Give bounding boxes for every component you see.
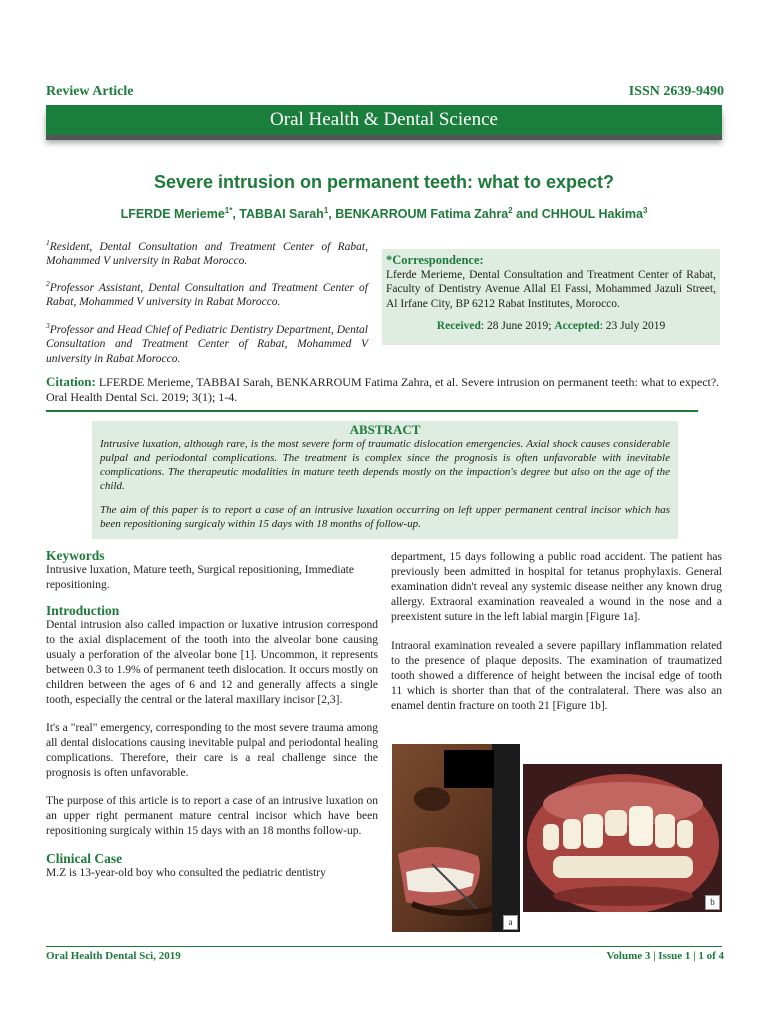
intro-paragraph: The purpose of this article is to report a case of an intrusive luxation on an upper right permanent mature central incisor which have been repositioning surgicaly within 15 days with an 18 months follow-up. bbox=[46, 795, 378, 837]
correspondence-heading: *Correspondence: bbox=[386, 253, 484, 267]
right-column bbox=[391, 550, 722, 714]
citation bbox=[46, 374, 722, 405]
abstract-heading: ABSTRACT bbox=[349, 422, 421, 437]
abstract-box bbox=[92, 421, 678, 539]
figure-label-a: a bbox=[503, 915, 518, 930]
author-sup: 2 bbox=[508, 206, 513, 215]
author-list bbox=[46, 206, 722, 221]
issn-label: ISSN 2639-9490 bbox=[628, 84, 724, 99]
intraoral-photo-image bbox=[523, 764, 722, 912]
figure-label-b: b bbox=[705, 895, 720, 910]
author-separator: , bbox=[232, 207, 240, 222]
author-name: BENKARROUM Fatima Zahra bbox=[335, 207, 509, 222]
intro-paragraph: It's a "real" emergency, corresponding to the most severe trauma among all dental dislocations causing inevitable pulpal and periodontal healing complications. Therefore, their care is a real challenge since the prognosis is often unfavorable. bbox=[46, 722, 378, 779]
article-type-label: Review Article bbox=[46, 84, 134, 99]
author-separator: and bbox=[512, 207, 542, 222]
affiliation-text: Professor Assistant, Dental Consultation and Treatment Center of Rabat, Mohammed V university in Rabat Morocco. bbox=[46, 281, 368, 309]
article-dates bbox=[386, 319, 716, 334]
footer-divider bbox=[46, 946, 722, 947]
introduction-heading: Introduction bbox=[46, 603, 120, 618]
footer-page-info: Volume 3 | Issue 1 | 1 of 4 bbox=[606, 950, 724, 962]
intro-paragraph: Dental intrusion also called impaction or luxative intrusion correspond to the axial displacement of the tooth into the alveolar bone causing usualy a perforation of the alveolar bone [1]. Uncommon, it represents between 0.3 to 1.9% of permanent teeth dislocation. It occurs mostly on children between the ages of 6 and 12 and generally affects a single tooth, especially the central or the lateral maxillary incisor [2,3]. bbox=[46, 619, 378, 706]
case-paragraph: department, 15 days following a public road accident. The patient has previously been admitted in hospital for tetanus prophylaxis. General examination didn't reveal any systemic disease neither any known drug allergy. Extraoral examination reavealed a wound in the nose and a preexistent suture in the left labial margin [Figure 1a]. bbox=[391, 551, 722, 623]
author-name: TABBAI Sarah bbox=[239, 207, 324, 222]
journal-banner: Oral Health & Dental Science bbox=[46, 105, 722, 135]
affiliation-text: Resident, Dental Consultation and Treatment Center of Rabat, Mohammed V university in Rabat Morocco. bbox=[46, 240, 368, 268]
affiliation-2 bbox=[46, 277, 368, 310]
citation-text: LFERDE Merieme, TABBAI Sarah, BENKARROUM Fatima Zahra, et al. Severe intrusion on permanent teeth: what to expect?. Oral Health Dental Sci. 2019; 3(1); 1-4. bbox=[46, 375, 720, 404]
section-divider bbox=[46, 410, 698, 412]
author-sup: 3 bbox=[642, 206, 648, 215]
clinical-case-paragraph: M.Z is 13-year-old boy who consulted the pediatric dentistry bbox=[46, 867, 326, 879]
keywords-heading: Keywords bbox=[46, 548, 105, 563]
affiliation-text: Professor and Head Chief of Pediatric Dentistry Department, Dental Consultation and Treatment Center of Rabat, Mohammed V university in Rabat Morocco. bbox=[46, 323, 368, 365]
left-column bbox=[46, 548, 378, 881]
accepted-label: Accepted bbox=[554, 320, 600, 332]
keywords-text: Intrusive luxation, Mature teeth, Surgical repositioning, Immediate repositioning. bbox=[46, 564, 354, 591]
received-label: Received bbox=[436, 320, 481, 332]
clinical-case-heading: Clinical Case bbox=[46, 851, 123, 866]
received-date: : 28 June 2019; bbox=[480, 320, 555, 332]
extraoral-photo-image bbox=[392, 744, 520, 932]
affiliation-sup: 3 bbox=[46, 321, 50, 330]
footer-journal: Oral Health Dental Sci, 2019 bbox=[46, 950, 181, 962]
author-sup: 1 bbox=[323, 206, 329, 215]
author-sup: 1* bbox=[224, 206, 233, 215]
author-name: CHHOUL Hakima bbox=[541, 207, 643, 222]
affiliation-sup: 2 bbox=[46, 279, 50, 288]
author-name: LFERDE Merieme bbox=[120, 207, 225, 222]
correspondence-box bbox=[382, 249, 720, 345]
article-title: Severe intrusion on permanent teeth: what to expect? bbox=[153, 172, 615, 192]
author-separator: , bbox=[328, 207, 336, 222]
figure-1a-photo bbox=[392, 744, 520, 932]
abstract-paragraph: Intrusive luxation, although rare, is the most severe form of traumatic dislocation emergencies. Axial shock causes considerable pulpal and periodontal complications. The treatment is complex since the prognosis is often unfavorable with inevitable complications. The therapeutic modalities in mature teeth depends mostly on the impaction's degree but also on the age of the child. bbox=[100, 438, 670, 492]
affiliation-3 bbox=[46, 319, 368, 366]
figure-1b-photo bbox=[523, 764, 722, 912]
affiliation-1 bbox=[46, 236, 368, 269]
affiliation-sup: 1 bbox=[46, 238, 50, 247]
correspondence-address: Lferde Merieme, Dental Consultation and Treatment Center of Rabat, Faculty of Dentistry Avenue Allal El Fassi, Mohammed Jazuli Street, Al Irfane City, BP 6212 Rabat Institutes, Morocco. bbox=[386, 268, 716, 310]
case-paragraph: Intraoral examination revealed a severe papillary inflammation related to the presence of plaque deposits. The examination of traumatized tooth showed a difference of height between the incisal edge of tooth 11 which is shorter than that of the contralateral. There was also an enamel dentin fracture on tooth 21 [Figure 1b]. bbox=[391, 640, 722, 712]
abstract-paragraph: The aim of this paper is to report a case of an intrusive luxation occurring on left upper permanent central incisor which has been repositioning surgicaly within 15 days with 18 months of follow-up. bbox=[100, 504, 670, 530]
accepted-date: : 23 July 2019 bbox=[599, 320, 666, 332]
citation-label: Citation: bbox=[46, 374, 96, 389]
